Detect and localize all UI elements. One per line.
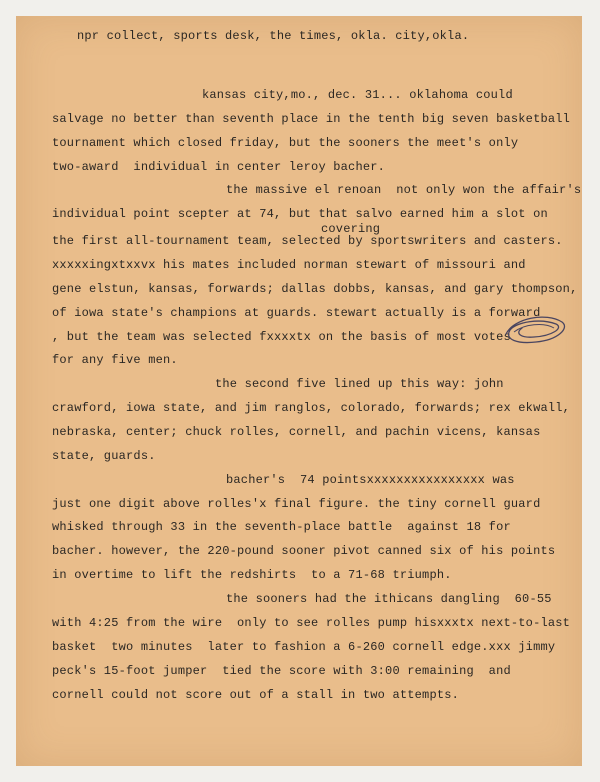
text-line: cornell could not score out of a stall in two attempts. <box>52 688 460 702</box>
text-line: salvage no better than seventh place in the tenth big seven basketball <box>52 112 571 126</box>
text-line: the massive el renoan not only won the affair's <box>226 183 582 197</box>
pen-scribble-mark <box>500 310 572 350</box>
interlinear-insertion: covering <box>321 222 381 236</box>
text-line: kansas city,mo., dec. 31... oklahoma could <box>202 88 513 102</box>
text-line: for any five men. <box>52 353 178 367</box>
text-line: xxxxxingxtxxvx his mates included norman stewart of missouri and <box>52 258 526 272</box>
text-line: two-award individual in center leroy bacher. <box>52 160 386 174</box>
text-line: peck's 15-foot jumper tied the score with 3:00 remaining and <box>52 664 511 678</box>
text-line: with 4:25 from the wire only to see rolles pump hisxxxtx next-to-last <box>52 616 571 630</box>
text-line: the second five lined up this way: john <box>215 377 504 391</box>
dateline-header: npr collect, sports desk, the times, okla. city,okla. <box>77 29 470 43</box>
text-line: state, guards. <box>52 449 156 463</box>
typewritten-page <box>16 16 582 766</box>
text-line: nebraska, center; chuck rolles, cornell, and pachin vicens, kansas <box>52 425 541 439</box>
text-line: in overtime to lift the redshirts to a 71-68 triumph. <box>52 568 452 582</box>
text-line: crawford, iowa state, and jim ranglos, colorado, forwards; rex ekwall, <box>52 401 571 415</box>
text-line: the sooners had the ithicans dangling 60-55 <box>226 592 552 606</box>
text-line: the first all-tournament team, selected by sportswriters and casters. <box>52 234 563 248</box>
text-line: individual point scepter at 74, but that salvo earned him a slot on <box>52 207 548 221</box>
text-line: tournament which closed friday, but the sooners the meet's only <box>52 136 519 150</box>
text-line: whisked through 33 in the seventh-place battle against 18 for <box>52 520 511 534</box>
text-line: bacher. however, the 220-pound sooner pivot canned six of his points <box>52 544 556 558</box>
text-line: just one digit above rolles'x final figure. the tiny cornell guard <box>52 497 541 511</box>
text-line: , but the team was selected fxxxxtx on the basis of most votes <box>52 330 511 344</box>
text-line: of iowa state's champions at guards. stewart actually is a forward <box>52 306 541 320</box>
text-line: gene elstun, kansas, forwards; dallas dobbs, kansas, and gary thompson, <box>52 282 578 296</box>
text-line: basket two minutes later to fashion a 6-260 cornell edge.xxx jimmy <box>52 640 556 654</box>
text-line: bacher's 74 pointsxxxxxxxxxxxxxxxx was <box>226 473 515 487</box>
